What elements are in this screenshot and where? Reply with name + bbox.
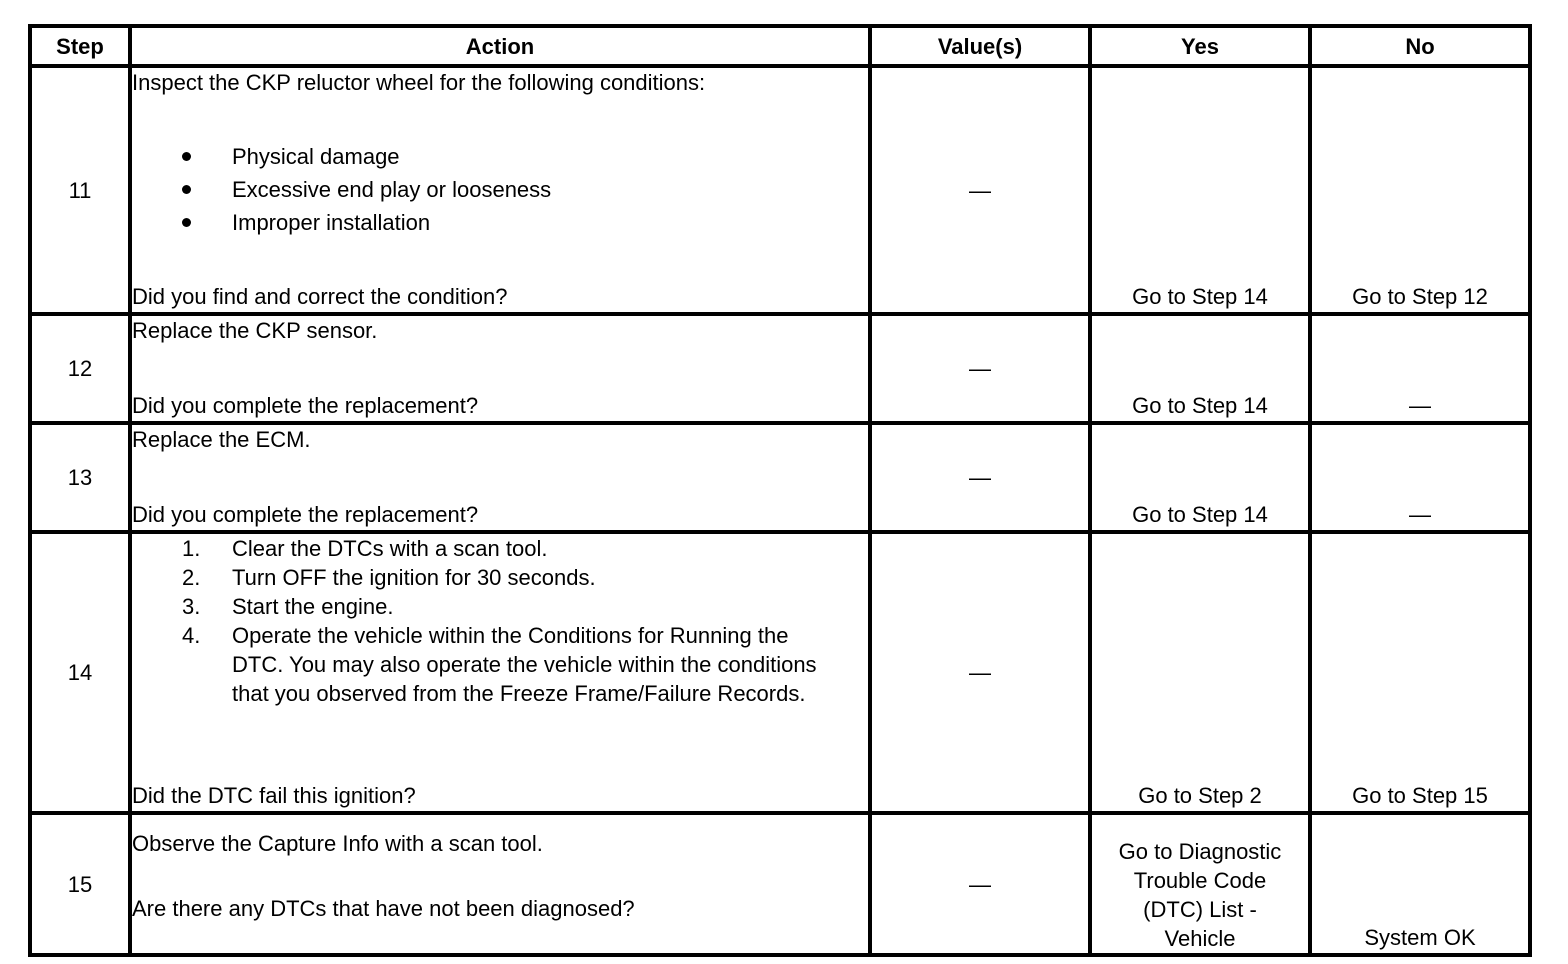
- action-intro: Observe the Capture Info with a scan tool.: [132, 831, 543, 856]
- action-question: Did you complete the replacement?: [132, 393, 479, 418]
- step-number: 13: [30, 423, 130, 532]
- table-row: [30, 66, 1530, 314]
- no-cell: [1310, 423, 1530, 532]
- value-cell: —: [870, 813, 1090, 955]
- no-cell: [1310, 66, 1530, 314]
- no-cell: [1310, 532, 1530, 813]
- table-row: [30, 532, 1530, 813]
- diagnostic-table: [28, 24, 1532, 957]
- list-item: [182, 621, 868, 708]
- step-number: 11: [30, 66, 130, 314]
- list-item: [182, 534, 868, 563]
- yes-cell: [1090, 532, 1310, 813]
- no-text: Go to Step 12: [1352, 284, 1488, 309]
- yes-text: Go to Step 14: [1132, 284, 1268, 309]
- table-row: [30, 423, 1530, 532]
- value-cell: —: [870, 532, 1090, 813]
- list-item-text: Excessive end play or looseness: [232, 177, 552, 202]
- no-cell: [1310, 813, 1530, 955]
- condition-list: [132, 140, 868, 239]
- action-cell: [130, 66, 870, 314]
- yes-cell: [1090, 66, 1310, 314]
- action-cell: [130, 813, 870, 955]
- header-value: Value(s): [870, 26, 1090, 66]
- list-number: 3.: [182, 594, 201, 619]
- header-action: Action: [130, 26, 870, 66]
- value-cell: —: [870, 423, 1090, 532]
- list-item-text: Physical damage: [232, 144, 400, 169]
- yes-cell: [1090, 314, 1310, 423]
- action-question: Did the DTC fail this ignition?: [132, 783, 416, 808]
- yes-text: Go to Step 14: [1132, 502, 1268, 527]
- action-intro: Replace the ECM.: [132, 427, 311, 452]
- no-text: —: [1409, 393, 1431, 418]
- yes-text: Go to Diagnostic Trouble Code (DTC) List - Vehicle: [1118, 839, 1282, 951]
- header-yes: Yes: [1090, 26, 1310, 66]
- list-item: [182, 563, 868, 592]
- yes-cell: [1090, 813, 1310, 955]
- list-item-text: Turn OFF the ignition for 30 seconds.: [232, 565, 596, 590]
- list-item: [182, 592, 868, 621]
- action-question: Did you find and correct the condition?: [132, 284, 508, 309]
- bullet-icon: [182, 152, 191, 161]
- yes-text: Go to Step 14: [1132, 393, 1268, 418]
- step-number: 15: [30, 813, 130, 955]
- step-number: 12: [30, 314, 130, 423]
- action-intro: Inspect the CKP reluctor wheel for the following conditions:: [132, 70, 706, 95]
- header-no: No: [1310, 26, 1530, 66]
- yes-cell: [1090, 423, 1310, 532]
- list-number: 2.: [182, 565, 201, 590]
- header-row: [30, 26, 1530, 66]
- procedure-list: [132, 534, 868, 708]
- action-cell: [130, 532, 870, 813]
- bullet-icon: [182, 185, 191, 194]
- list-item: [182, 206, 868, 239]
- action-question: Did you complete the replacement?: [132, 502, 479, 527]
- table-row: [30, 314, 1530, 423]
- yes-text: Go to Step 2: [1138, 783, 1262, 808]
- list-item-text: Start the engine.: [232, 594, 394, 619]
- list-number: 4.: [182, 623, 201, 648]
- no-text: —: [1409, 502, 1431, 527]
- list-item-text: Clear the DTCs with a scan tool.: [232, 536, 548, 561]
- list-item: [182, 140, 868, 173]
- action-question: Are there any DTCs that have not been diagnosed?: [132, 896, 635, 921]
- action-intro: Replace the CKP sensor.: [132, 318, 378, 343]
- step-number: 14: [30, 532, 130, 813]
- list-item: [182, 173, 868, 206]
- action-cell: [130, 314, 870, 423]
- bullet-icon: [182, 218, 191, 227]
- list-item-text: Improper installation: [232, 210, 431, 235]
- action-cell: [130, 423, 870, 532]
- value-cell: —: [870, 66, 1090, 314]
- header-step: Step: [30, 26, 130, 66]
- list-number: 1.: [182, 536, 201, 561]
- no-text: System OK: [1364, 925, 1476, 950]
- list-item-text: Operate the vehicle within the Conditions for Running the DTC. You may also operate the vehicle within the conditions that you observed from the Freeze Frame/Failure Records.: [232, 623, 817, 706]
- table-row: [30, 813, 1530, 955]
- value-cell: —: [870, 314, 1090, 423]
- no-text: Go to Step 15: [1352, 783, 1488, 808]
- no-cell: [1310, 314, 1530, 423]
